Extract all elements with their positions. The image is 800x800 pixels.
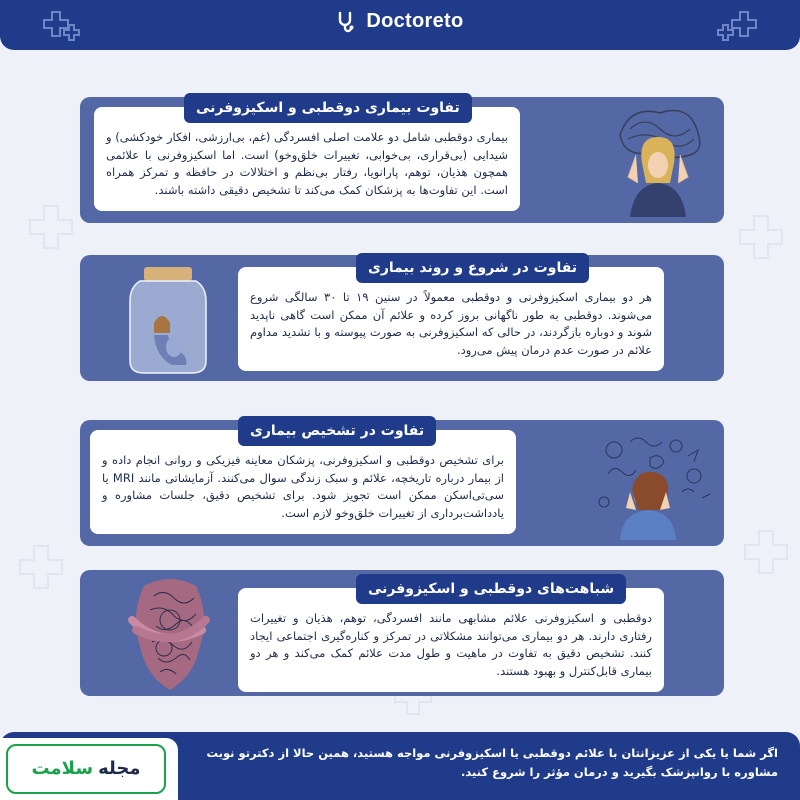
hugging-figure-illustration: [114, 576, 226, 694]
magazine-badge-frame: [6, 744, 166, 794]
section-title: تفاوت در شروع و روند بیماری: [356, 253, 589, 283]
brand-name: Doctoreto: [366, 10, 464, 33]
section-body: دوقطبی و اسکیزوفرنی علائم مشابهی مانند افسردگی، توهم، هذیان و تغییرات رفتاری دارند. هر دو بیماری می‌توانند مشکلاتی در تمرکز و کناره‌گیری اجتماعی ایجاد کنند. تشخیص دقیق به تفاوت در ماهیت و طول مدت علائم کمک می‌کند و هر دو بیماری قابل‌کنترل و بهبود هستند.: [250, 611, 652, 678]
section-title: شباهت‌های دوقطبی و اسکیزوفرنی: [356, 574, 626, 604]
section-text-box: [238, 260, 664, 371]
stethoscope-logo-icon: [336, 11, 356, 33]
section-card-diagnosis: [80, 420, 724, 546]
section-text-box: [94, 100, 520, 211]
section-card-onset: [80, 255, 724, 381]
section-card-symptoms: [80, 97, 724, 223]
section-card-similarities: [80, 570, 724, 696]
section-title: تفاوت در تشخیص بیماری: [238, 416, 436, 446]
section-text-box: [238, 581, 664, 692]
section-title: تفاوت بیماری دوقطبی و اسکیزوفرنی: [184, 93, 472, 123]
stressed-woman-illustration: [600, 105, 710, 217]
section-body: برای تشخیص دوقطبی و اسکیزوفرنی، پزشکان معاینه فیزیکی و روانی انجام داده و از بیمار درباره تاریخچه، علائم و سبک زندگی سوال می‌کنند. آزمایشاتی مانند MRI یا سی‌تی‌اسکن ممکن است تجویز شود. برای تشخیص دقیق، جلسات مشاوره و یادداشت‌برداری از تغییرات خلق‌وخو لازم است.: [102, 453, 504, 520]
section-body: بیماری دوقطبی شامل دو علامت اصلی افسردگی (غم، بی‌ارزشی، افکار خودکشی) و شیدایی (بی‌قراری، بی‌خوابی، تغییرات خلق‌وخو) است. اما اسکیزوفرنی با علائمی همچون هذیان، توهم، پارانویا، رفتار بی‌نظم و اختلالات در حافظه و تمرکز همراه است. این تفاوت‌ها به پزشکان کمک می‌کند تا تشخیص دقیقی داشته باشند.: [106, 130, 508, 197]
badge-word-health: سلامت: [31, 758, 94, 779]
woman-in-jar-illustration: [120, 263, 216, 375]
magazine-badge[interactable]: [0, 738, 178, 800]
section-body: هر دو بیماری اسکیزوفرنی و دوقطبی معمولاً در سنین ۱۹ تا ۳۰ سالگی شروع می‌شوند. دوقطبی به طور ناگهانی بروز کرده و علائم آن ممکن است گاهی ناپدید شوند و دوباره بازگردند، در حالی که اسکیزوفرنی به صورت پیوسته و با تشدید مداوم علائم در صورت عدم درمان پیش می‌رود.: [250, 290, 653, 357]
badge-word-magazine: مجله: [98, 758, 141, 779]
section-text-box: [90, 423, 516, 534]
footer-call-to-action: اگر شما یا یکی از عزیزانتان با علائم دوقطبی یا اسکیزوفرنی مواجه هستید، همین حالا از دکترتو نوبت مشاوره با روانپزشک بگیرید و درمان مؤثر را شروع کنید.: [206, 746, 778, 779]
brand-logo[interactable]: [0, 10, 800, 33]
anxious-woman-illustration: [590, 428, 720, 540]
header-bar: [0, 0, 800, 50]
footer-bar: [0, 732, 800, 800]
